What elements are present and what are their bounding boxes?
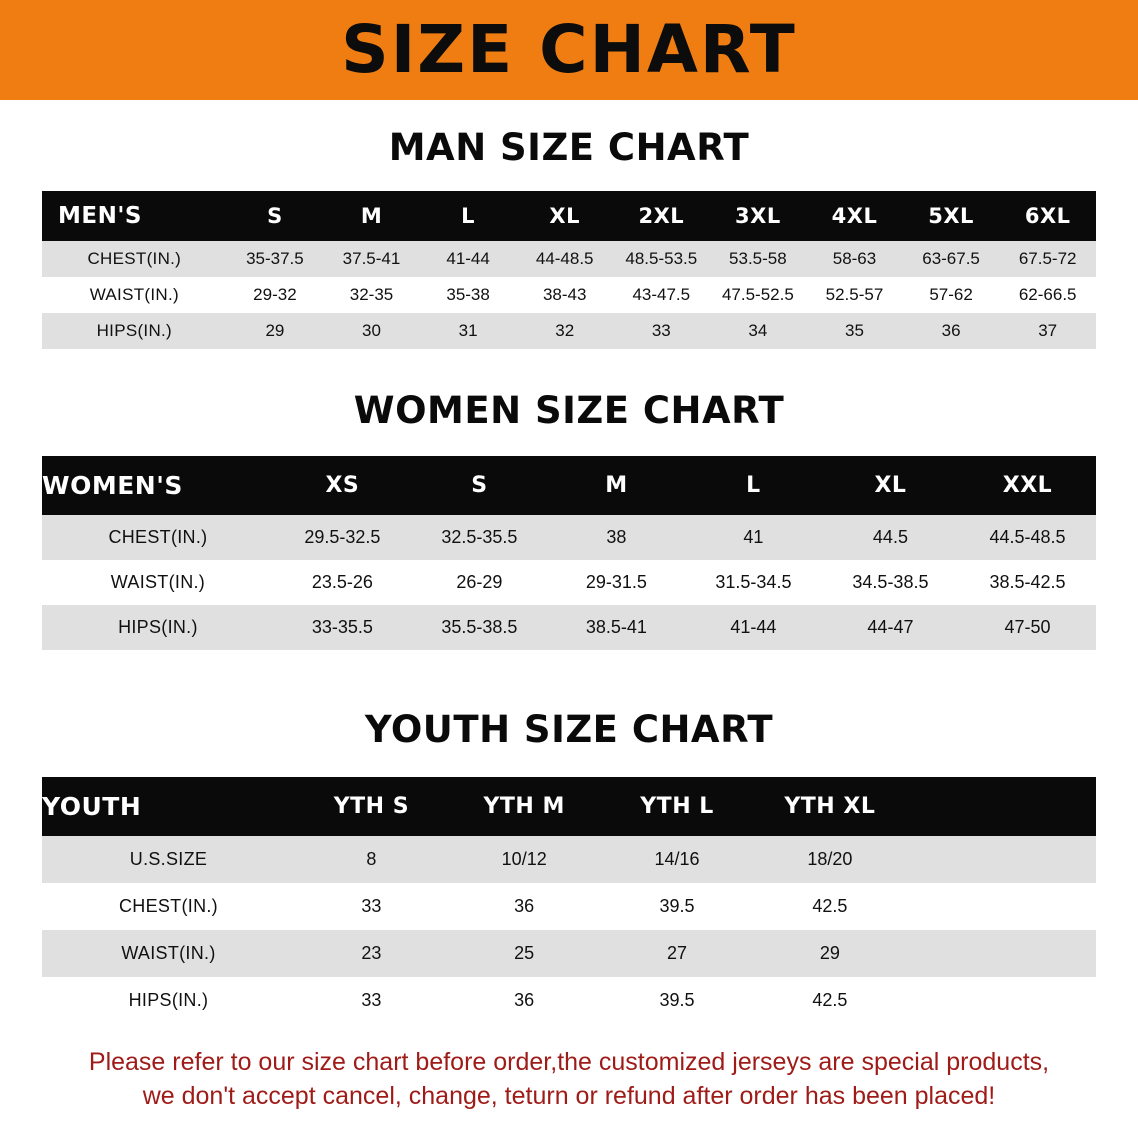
youth-cell-2-0: 23 [295, 930, 448, 977]
man-header-cell-2: M [323, 191, 420, 241]
man-cell-0-7: 63-67.5 [903, 241, 1000, 277]
man-cell-2-6: 35 [806, 313, 903, 349]
youth-cell-3-2: 39.5 [601, 977, 754, 1024]
women-cell-2-5: 47-50 [959, 605, 1096, 650]
women-cell-1-3: 31.5-34.5 [685, 560, 822, 605]
man-header-cell-8: 5XL [903, 191, 1000, 241]
women-cell-0-1: 32.5-35.5 [411, 515, 548, 560]
footer-line-1: Please refer to our size chart before order,the customized jerseys are special products, [88, 1048, 1050, 1076]
man-cell-0-3: 44-48.5 [516, 241, 613, 277]
man-cell-1-4: 43-47.5 [613, 277, 710, 313]
youth-cell-0-1: 10/12 [448, 836, 601, 883]
man-cell-0-8: 67.5-72 [999, 241, 1096, 277]
women-header-cell-3: M [548, 456, 685, 515]
footer-line-2: we don't accept cancel, change, teturn or refund after order has been placed! [142, 1081, 996, 1110]
youth-cell-0-3: 18/20 [753, 836, 906, 883]
women-row-1-label: WAIST(IN.) [42, 560, 274, 605]
youth-table-header [42, 777, 1096, 836]
women-header-cell-4: L [685, 456, 822, 515]
man-section-heading: MAN SIZE CHART [388, 126, 750, 169]
man-cell-0-6: 58-63 [806, 241, 903, 277]
youth-cell-3-1: 36 [448, 977, 601, 1024]
table-row [42, 836, 1096, 883]
man-header-cell-1: S [227, 191, 324, 241]
youth-cell-2-3: 29 [753, 930, 906, 977]
man-table-header [42, 191, 1096, 241]
man-cell-2-1: 30 [323, 313, 420, 349]
youth-header-cell-2: YTH M [448, 777, 601, 836]
youth-row-1-label: CHEST(IN.) [42, 883, 295, 930]
women-cell-1-5: 38.5-42.5 [959, 560, 1096, 605]
women-row-0-label: CHEST(IN.) [42, 515, 274, 560]
man-cell-1-3: 38-43 [516, 277, 613, 313]
women-cell-2-4: 44-47 [822, 605, 959, 650]
man-row-2-label: HIPS(IN.) [42, 313, 227, 349]
table-row [42, 977, 1096, 1024]
youth-cell-1-3: 42.5 [753, 883, 906, 930]
table-row [42, 515, 1096, 560]
table-row [42, 605, 1096, 650]
youth-cell-1-0: 33 [295, 883, 448, 930]
youth-row-0-spacer [906, 836, 1096, 883]
man-cell-1-7: 57-62 [903, 277, 1000, 313]
youth-row-2-label: WAIST(IN.) [42, 930, 295, 977]
man-cell-2-4: 33 [613, 313, 710, 349]
man-cell-0-1: 37.5-41 [323, 241, 420, 277]
women-cell-0-3: 41 [685, 515, 822, 560]
man-cell-2-5: 34 [710, 313, 807, 349]
women-table-body [42, 515, 1096, 650]
youth-cell-3-0: 33 [295, 977, 448, 1024]
table-row [42, 241, 1096, 277]
man-header-cell-7: 4XL [806, 191, 903, 241]
table-header-row [42, 777, 1096, 836]
women-size-table [42, 456, 1096, 650]
women-header-cell-6: XXL [959, 456, 1096, 515]
man-cell-2-0: 29 [227, 313, 324, 349]
women-cell-2-3: 41-44 [685, 605, 822, 650]
youth-row-2-spacer [906, 930, 1096, 977]
table-row [42, 560, 1096, 605]
youth-table-wrapper [0, 777, 1138, 1024]
women-header-cell-1: XS [274, 456, 411, 515]
youth-row-0-label: U.S.SIZE [42, 836, 295, 883]
header-banner [0, 0, 1138, 100]
youth-row-1-spacer [906, 883, 1096, 930]
man-cell-1-8: 62-66.5 [999, 277, 1096, 313]
women-cell-1-1: 26-29 [411, 560, 548, 605]
women-section-heading: WOMEN SIZE CHART [353, 389, 785, 432]
youth-section-heading: YOUTH SIZE CHART [364, 708, 774, 751]
women-cell-2-1: 35.5-38.5 [411, 605, 548, 650]
women-cell-1-0: 23.5-26 [274, 560, 411, 605]
youth-row-3-spacer [906, 977, 1096, 1024]
man-cell-2-2: 31 [420, 313, 517, 349]
table-header-row [42, 191, 1096, 241]
man-row-0-label: CHEST(IN.) [42, 241, 227, 277]
youth-size-table [42, 777, 1096, 1024]
youth-header-cell-3: YTH L [601, 777, 754, 836]
women-header-cell-2: S [411, 456, 548, 515]
women-cell-0-2: 38 [548, 515, 685, 560]
man-cell-0-0: 35-37.5 [227, 241, 324, 277]
table-row [42, 930, 1096, 977]
women-cell-1-2: 29-31.5 [548, 560, 685, 605]
man-table-body [42, 241, 1096, 349]
man-cell-2-3: 32 [516, 313, 613, 349]
women-cell-2-0: 33-35.5 [274, 605, 411, 650]
man-row-1-label: WAIST(IN.) [42, 277, 227, 313]
women-cell-0-4: 44.5 [822, 515, 959, 560]
women-cell-2-2: 38.5-41 [548, 605, 685, 650]
man-cell-2-7: 36 [903, 313, 1000, 349]
man-header-cell-0: MEN'S [42, 191, 227, 241]
women-header-cell-0: WOMEN'S [42, 456, 274, 515]
youth-row-3-label: HIPS(IN.) [42, 977, 295, 1024]
man-cell-1-0: 29-32 [227, 277, 324, 313]
man-cell-0-2: 41-44 [420, 241, 517, 277]
women-cell-0-0: 29.5-32.5 [274, 515, 411, 560]
man-cell-2-8: 37 [999, 313, 1096, 349]
table-row [42, 883, 1096, 930]
man-header-cell-6: 3XL [710, 191, 807, 241]
man-header-cell-9: 6XL [999, 191, 1096, 241]
youth-cell-2-2: 27 [601, 930, 754, 977]
youth-header-cell-0: YOUTH [42, 777, 295, 836]
youth-cell-3-3: 42.5 [753, 977, 906, 1024]
women-cell-0-5: 44.5-48.5 [959, 515, 1096, 560]
youth-cell-1-2: 39.5 [601, 883, 754, 930]
man-header-cell-5: 2XL [613, 191, 710, 241]
youth-cell-1-1: 36 [448, 883, 601, 930]
youth-table-body [42, 836, 1096, 1024]
page-title: SIZE CHART [341, 11, 797, 88]
table-header-row [42, 456, 1096, 515]
man-size-table [42, 191, 1096, 349]
women-table-wrapper [0, 456, 1138, 650]
youth-cell-2-1: 25 [448, 930, 601, 977]
women-row-2-label: HIPS(IN.) [42, 605, 274, 650]
man-header-cell-3: L [420, 191, 517, 241]
man-cell-0-5: 53.5-58 [710, 241, 807, 277]
man-cell-0-4: 48.5-53.5 [613, 241, 710, 277]
women-cell-1-4: 34.5-38.5 [822, 560, 959, 605]
youth-cell-0-0: 8 [295, 836, 448, 883]
women-table-header [42, 456, 1096, 515]
women-header-cell-5: XL [822, 456, 959, 515]
youth-header-spacer [906, 777, 1096, 836]
youth-header-cell-1: YTH S [295, 777, 448, 836]
man-cell-1-1: 32-35 [323, 277, 420, 313]
man-table-wrapper [0, 191, 1138, 349]
man-cell-1-5: 47.5-52.5 [710, 277, 807, 313]
man-cell-1-2: 35-38 [420, 277, 517, 313]
table-row [42, 313, 1096, 349]
youth-cell-0-2: 14/16 [601, 836, 754, 883]
footer-disclaimer [40, 1046, 1098, 1114]
man-cell-1-6: 52.5-57 [806, 277, 903, 313]
man-header-cell-4: XL [516, 191, 613, 241]
youth-header-cell-4: YTH XL [753, 777, 906, 836]
table-row [42, 277, 1096, 313]
